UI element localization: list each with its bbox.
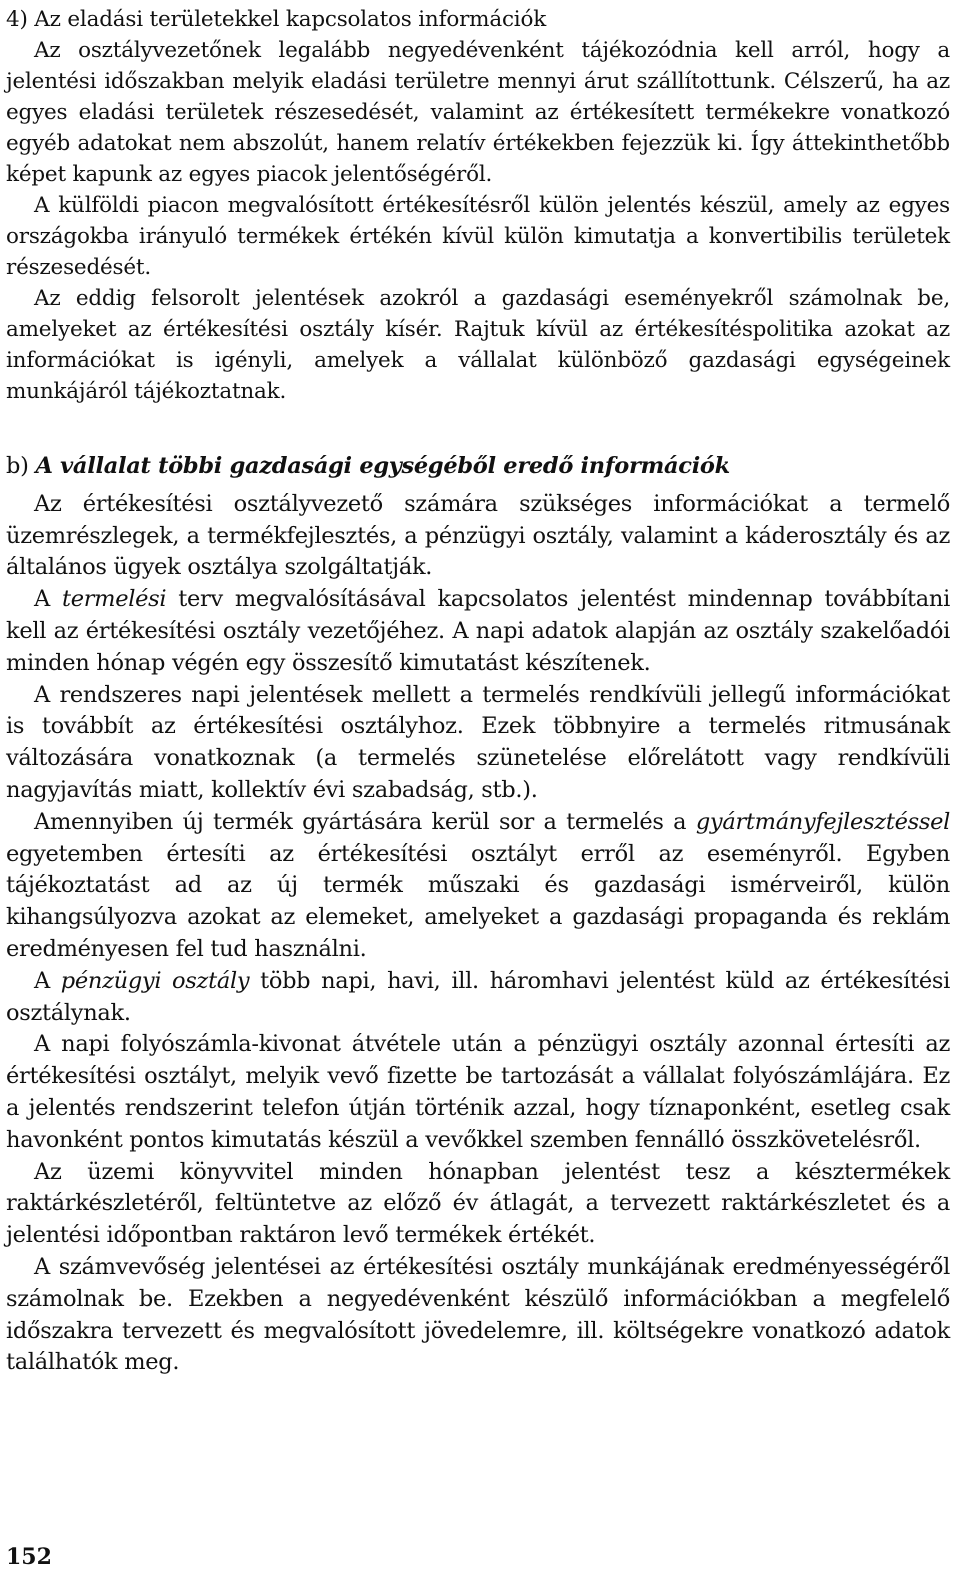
section-sales-territories	[6, 4, 950, 407]
paragraph: A külföldi piacon megvalósított értékesítésről külön jelentés készül, amely az egyes országokba irányuló termékek értékén kívül külön kimutatja a konvertibilis területek részesedését.	[6, 193, 950, 280]
paragraph: Az üzemi könyvvitel minden hónapban jelentést tesz a késztermékek raktárkészletéről, feltüntetve az előző év átlagát, a tervezett raktárkészletet és a jelentési időpontban raktáron levő termékek értékét.	[6, 1158, 950, 1249]
section-other-units	[6, 451, 950, 1379]
paragraph: Az osztályvezetőnek legalább negyedévenként tájékozódnia kell arról, hogy a jelentési időszakban melyik eladási területre mennyi árut szállítottunk. Célszerű, ha az egyes eladási területek részesedését, valamint az értékesített termékekre vonatkozó egyéb adatokat nem abszolút, hanem relatív értékekben fejezzük ki. Így áttekinthetőbb képet kapunk az egyes piacok jelentőségéről.	[6, 38, 950, 187]
text-run: Amennyiben új termék gyártására kerül sor a termelés a	[34, 808, 696, 835]
emphasis: gyártmányfejlesztéssel	[695, 808, 950, 835]
text-run: A	[34, 586, 62, 613]
heading-prefix: b)	[6, 453, 29, 479]
paragraph: A számvevőség jelentései az értékesítési osztály munkájának eredményességéről számolnak be. Ezekben a negyedévenként készülő információkban a megfelelő időszakra tervezett és megvalósított jövedelemre, ill. költségekre vonatkozó adatok találhatók meg.	[6, 1253, 950, 1376]
text-run: több napi, havi, ill. háromhavi jelentést küld az értékesítési osztálynak.	[6, 967, 950, 1026]
section-heading: 4) Az eladási területekkel kapcsolatos információk	[6, 7, 547, 32]
heading-title: A vállalat többi gazdasági egységéből eredő információk	[35, 453, 730, 479]
emphasis: termelési	[61, 586, 167, 613]
paragraph	[6, 807, 950, 966]
text-run: A	[34, 967, 61, 994]
paragraph: Az eddig felsorolt jelentések azokról a gazdasági eseményekről számolnak be, amelyeket az értékesítési osztály kísér. Rajtuk kívül az értékesítéspolitika azokat az információkat is igényli, amelyek a vállalat különböző gazdasági egységeinek munkájáról tájékoztatnak.	[6, 286, 950, 404]
emphasis: pénzügyi osztály	[60, 967, 250, 994]
paragraph	[6, 584, 950, 679]
text-run: terv megvalósításával kapcsolatos jelentést mindennap továbbítani kell az értékesítési osztály vezetőjéhez. A napi adatok alapján az osztály szakelőadói minden hónap végén egy összesítő kimutatást készítenek.	[6, 586, 950, 676]
page-number: 152	[6, 1544, 52, 1570]
paragraph	[6, 966, 950, 1030]
paragraph: Az értékesítési osztályvezető számára szükséges információkat a termelő üzemrészlegek, a termékfejlesztés, a pénzügyi osztály, valamint a káderosztály és az általános ügyek osztálya szolgáltatják.	[6, 490, 950, 581]
paragraph: A napi folyószámla-kivonat átvétele után a pénzügyi osztály azonnal értesíti az értékesítési osztályt, melyik vevő fizette be tartozását a vállalat folyószámlájára. Ez a jelentés rendszerint telefon útján történik azzal, hogy tíznaponként, esetleg csak havonként pontos kimutatás készül a vevőkkel szemben fennálló összkövetelésről.	[6, 1031, 950, 1153]
paragraph: A rendszeres napi jelentések mellett a termelés rendkívüli jellegű információkat is továbbít az értékesítési osztályhoz. Ezek többnyire a termelés ritmusának változására vonatkoznak (a termelés szünetelése előrelátott vagy rendkívüli nagyjavítás miatt, kollektív évi szabadság, stb.).	[6, 681, 950, 803]
text-run: egyetemben értesíti az értékesítési osztályt erről az eseményről. Egyben tájékoztatást ad az új termék műszaki és gazdasági ismérveiről, külön kihangsúlyozva azokat az elemeket, amelyeket a gazdasági propaganda és reklám eredményesen fel tud használni.	[6, 840, 950, 962]
section-heading	[6, 451, 950, 483]
